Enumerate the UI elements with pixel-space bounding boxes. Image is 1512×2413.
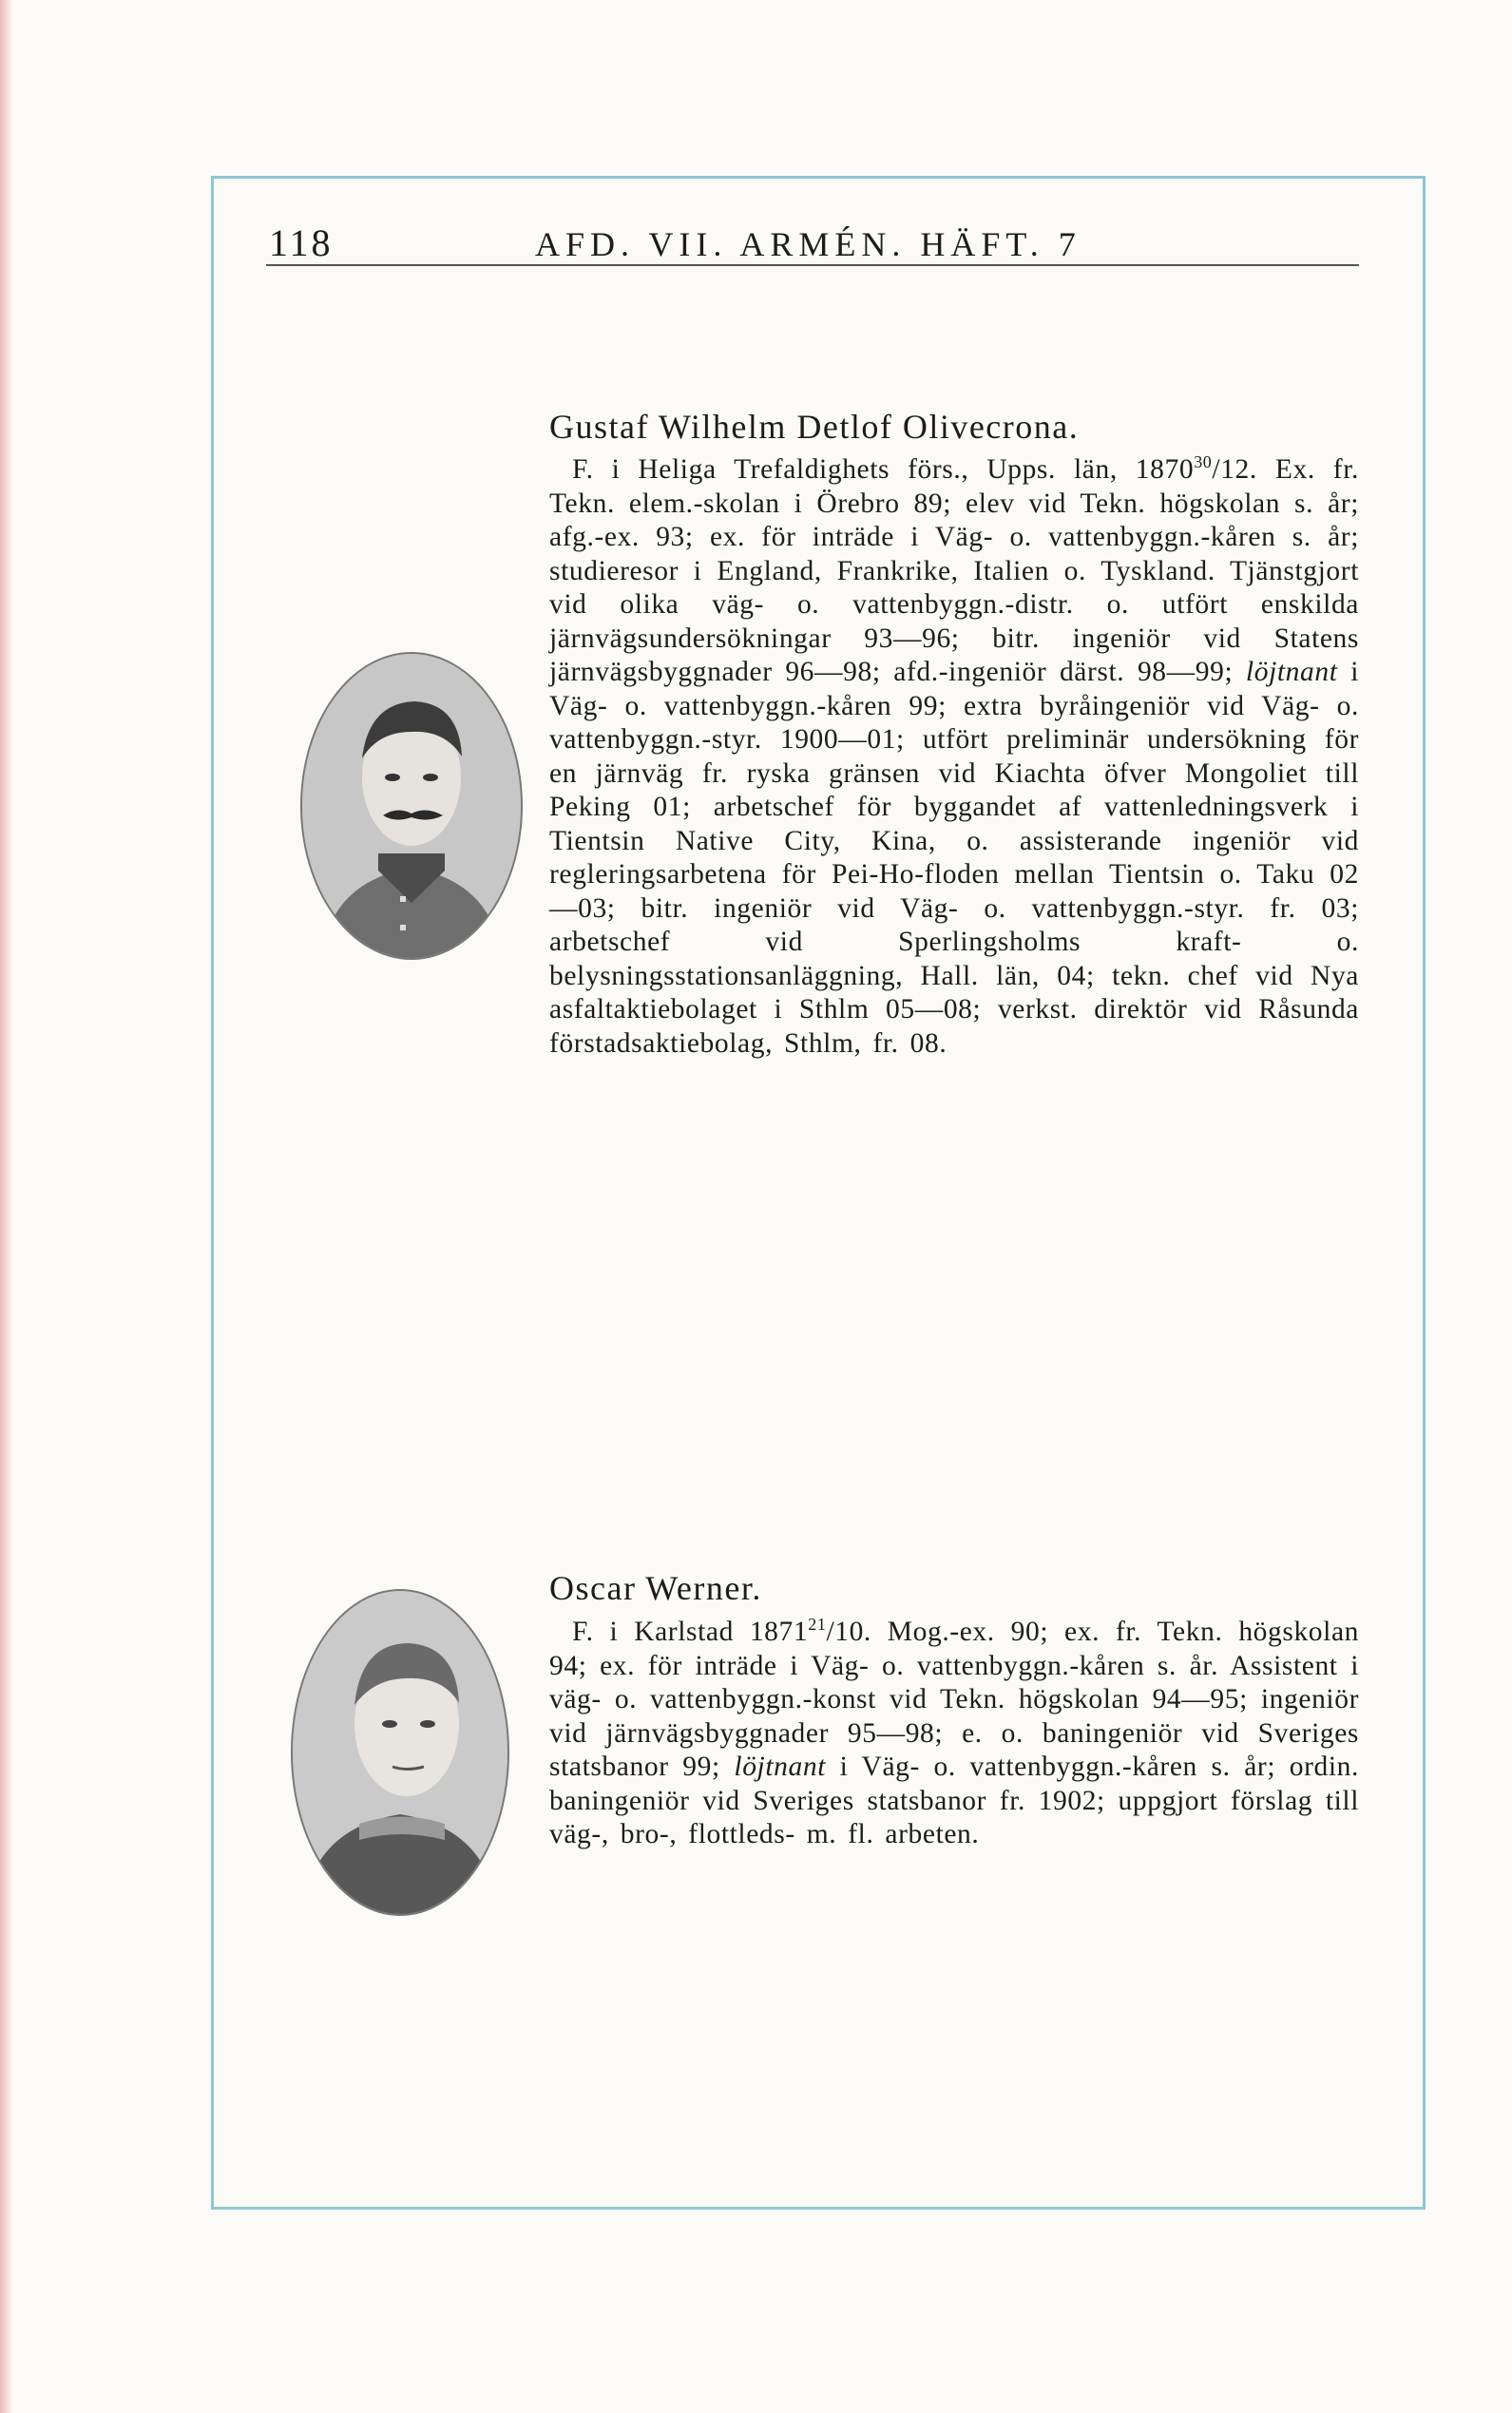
biography-text: i Väg- o. vattenbyggn.-kåren 99; extra byråingeniör vid Väg- o. vattenbyggn.-styr. 1900—01; utfört preliminär undersökning för en järnväg fr. ryska gränsen vid Kiachta öfver Mongoliet till Peking 01; arbetschef för byggandet af vattenledningsverk i Tientsin Native City, Kina, o. assisterande ingeniör vid regleringsarbetena för Pei-Ho-floden mellan Tientsin o. Taku 02—03; bitr. ingeniör vid Väg- o. vattenbyggn.-styr. fr. 03; arbetschef vid Sperlingsholms kraft- o. belysningsstationsanläggning, Hall. län, 04; tekn. chef vid Nya asfaltaktiebolaget i Sthlm 05—08; verkst. direktör vid Råsunda förstadsaktiebolag, Sthlm, fr. 08. [549, 657, 1359, 1059]
section-title: AFD. VII. ARMÉN. HÄFT. 7 [535, 225, 1081, 263]
biography-text: /12. Ex. fr. Tekn. elem.-skolan i Örebro 89; elev vid Tekn. högskolan s. år; afg.-ex. 93; ex. för inträde i Väg- o. vattenbyggn.-kåren s. år; studieresor i England, Frankrike, Italien o. Tyskland. Tjänstgjort vid olika väg- o. vattenbyggn.-distr. o. utfört enskilda järnvägsundersökningar 93—96; bitr. ingeniör vid Statens järnvägsbyggnader 96—98; afd.-ingeniör därst. 98—99; [549, 454, 1360, 687]
entry-biography [549, 1616, 1359, 1852]
running-head [269, 217, 1362, 270]
rank-italic: löjtnant [734, 1752, 826, 1782]
biography-text: /10. Mog.-ex. 90; ex. fr. Tekn. högskolan 94; ex. för inträde i Väg- o. vattenbyggn.-kåren s. år. Assistent i väg- o. vattenbyggn.-konst vid Tekn. högskolan 94—95; ingeniör vid järnvägsbyggnader 95—98; e. o. baningeniör vid Sveriges statsbanor 99; [549, 1617, 1359, 1782]
portrait-werner [291, 1589, 509, 1916]
biography-text: F. i Heliga Trefaldighets förs., Upps. län, 1870 [572, 454, 1195, 485]
header-rule [266, 264, 1359, 266]
entry-name: Oscar Werner. [549, 1569, 762, 1607]
biography-text: i Väg- o. vattenbyggn.-kåren s. år; ordin. baningeniör vid Sveriges statsbanor fr. 1902; uppgjort förslag till väg-, bro-, flottleds- m. fl. arbeten. [549, 1752, 1360, 1849]
entry-biography [549, 453, 1359, 1061]
birth-day-superscript: 30 [1194, 452, 1213, 472]
birth-day-superscript: 21 [808, 1615, 827, 1635]
rank-italic: löjtnant [1245, 657, 1338, 687]
entry-name: Gustaf Wilhelm Detlof Olivecrona. [549, 408, 1080, 446]
biography-text: F. i Karlstad 1871 [572, 1617, 809, 1647]
page-edge-shadow [0, 0, 13, 2413]
portrait-werner-image [293, 1591, 507, 1914]
portrait-olivecrona [300, 652, 523, 960]
page-number: 118 [269, 221, 334, 264]
portrait-olivecrona-image [302, 654, 521, 958]
